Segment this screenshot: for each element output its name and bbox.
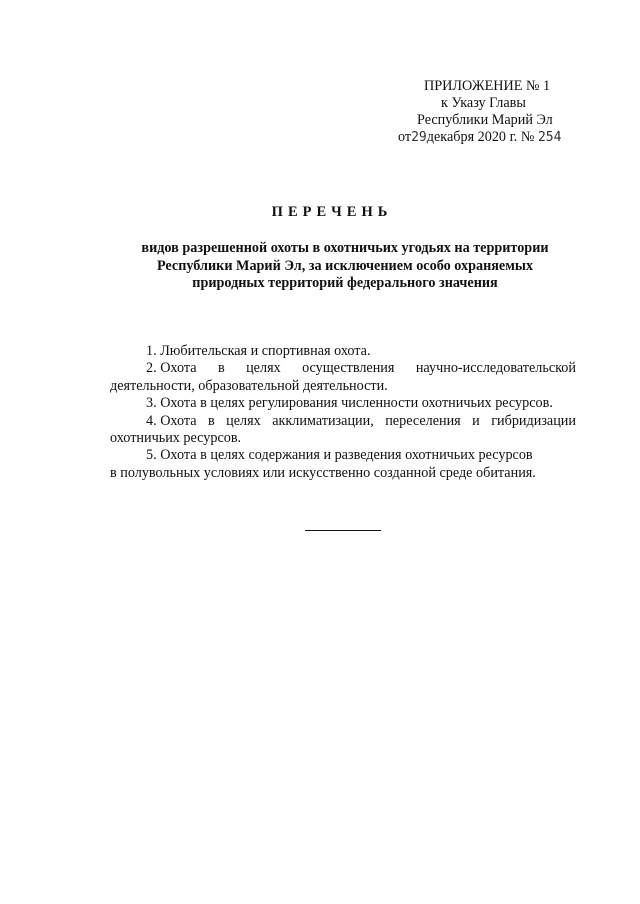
document-subtitle [110, 240, 580, 293]
list-item-continuation: охотничьих ресурсов. [110, 429, 242, 446]
list-item-word: гибридизации [491, 412, 576, 429]
list-item-word: целях [246, 360, 281, 377]
list-item-continuation: в полувольных условиях или искусственно созданной среде обитания. [110, 464, 536, 481]
list-item-word: 2. Охота [146, 360, 197, 377]
list-item-word: в [208, 412, 215, 429]
appendix-date-line [398, 129, 578, 146]
appendix-republic: Республики Марий Эл [417, 112, 553, 128]
appendix-title: ПРИЛОЖЕНИЕ № 1 [424, 78, 551, 94]
list-item-continuation: деятельности, образовательной деятельности. [110, 377, 388, 394]
subtitle-line: Республики Марий Эл, за исключением особо охраняемых [156, 257, 534, 274]
list-item [110, 413, 576, 430]
hunting-types-list [110, 343, 576, 482]
date-day-handwritten: 29 [411, 130, 427, 145]
list-item-word: научно-исследовательской [415, 360, 576, 377]
list-item-word: акклиматизации, [272, 412, 374, 429]
closing-divider-line [305, 530, 381, 531]
decree-number-handwritten: 254 [537, 130, 562, 145]
list-item: 1. Любительская и спортивная охота. [146, 343, 371, 359]
list-item-word: в [217, 360, 225, 377]
list-item-word: 4. Охота [146, 412, 197, 429]
subtitle-line: видов разрешенной охоты в охотничьих угодьях на территории [141, 240, 549, 256]
list-item-word: целях [226, 412, 261, 429]
list-item-word: переселения [385, 412, 461, 429]
date-prefix: от [398, 129, 412, 145]
appendix-header [398, 78, 578, 146]
list-item-word: и [472, 412, 480, 429]
list-item-word: осуществления [302, 360, 395, 377]
appendix-decree-ref: к Указу Главы [441, 95, 526, 111]
subtitle-line: природных территорий федерального значения [192, 275, 498, 291]
document-title: ПЕРЕЧЕНЬ [271, 204, 393, 220]
list-item: 5. Охота в целях содержания и разведения охотничьих ресурсов [146, 447, 533, 464]
date-text: декабря 2020 г. № [426, 129, 535, 145]
list-item [110, 360, 576, 377]
list-item: 3. Охота в целях регулирования численности охотничьих ресурсов. [146, 395, 553, 412]
